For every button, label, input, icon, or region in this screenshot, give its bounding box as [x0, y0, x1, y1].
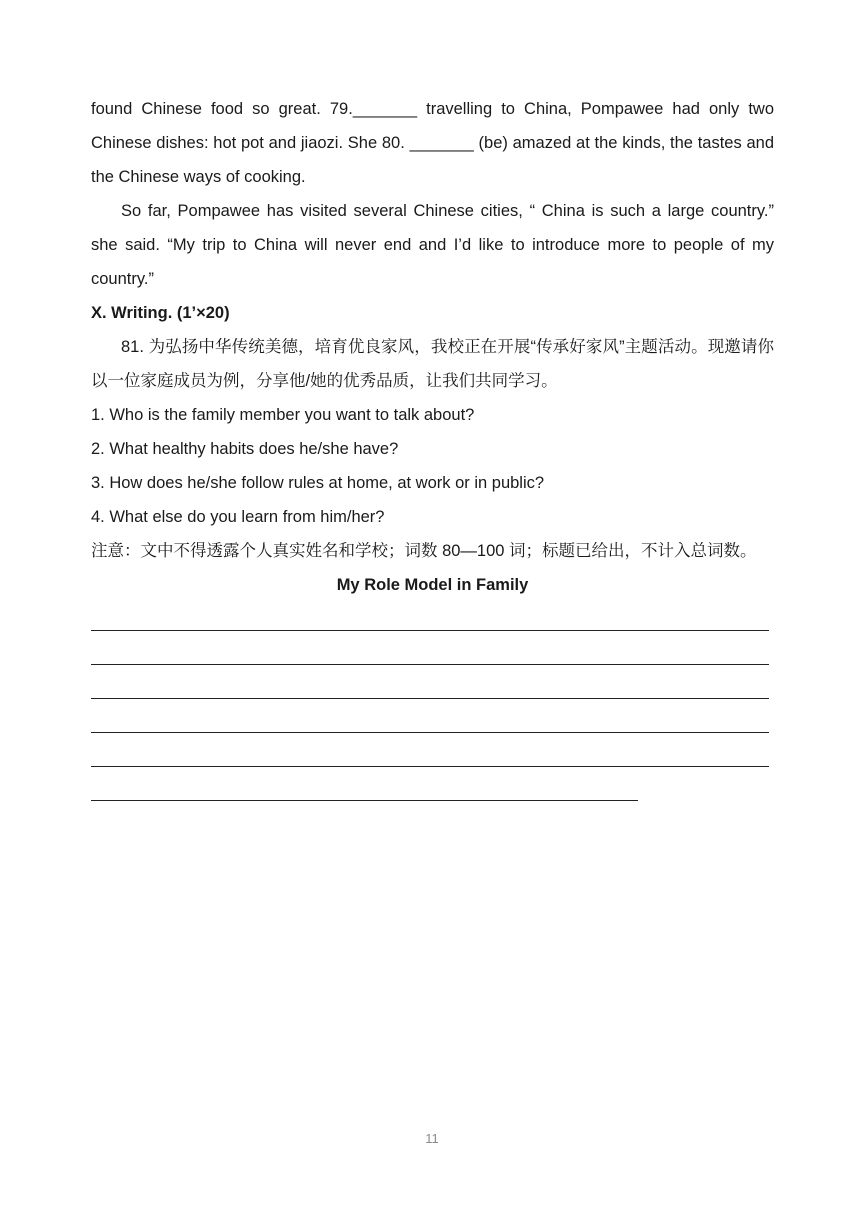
essay-title: My Role Model in Family [336, 576, 529, 594]
page-content [91, 92, 774, 810]
passage-paragraph-1 [91, 92, 774, 194]
passage-paragraph-2: So far, Pompawee has visited several Chinese cities, “ China is such a large country.” she said. “My trip to China will never end and I’d like to introduce more to people of my country.” [91, 202, 774, 288]
question-2: 2. What healthy habits does he/she have? [91, 440, 399, 458]
question-4: 4. What else do you learn from him/her? [91, 508, 385, 526]
blank-80: _______ [409, 134, 474, 152]
question-1: 1. Who is the family member you want to talk about? [91, 406, 475, 424]
answer-line[interactable] [91, 742, 774, 776]
passage-p1-part1: found Chinese food so great. 79. [91, 100, 353, 118]
writing-note: 注意：文中不得透露个人真实姓名和学校；词数 80—100 词；标题已给出，不计入总词数。 [91, 542, 757, 560]
answer-line-last[interactable] [91, 776, 774, 810]
answer-line[interactable] [91, 640, 774, 674]
writing-prompt: 81. 为弘扬中华传统美德，培育优良家风，我校正在开展“传承好家风”主题活动。现邀请你以一位家庭成员为例，分享他/她的优秀品质，让我们共同学习。 [91, 338, 774, 390]
answer-line[interactable] [91, 674, 774, 708]
blank-79: _______ [352, 100, 418, 118]
passage-p1-part2: travelling to China, Pompawee had only two Chinese dishes: hot pot and jiaozi. She 80. [91, 100, 774, 152]
answer-line[interactable] [91, 606, 774, 640]
page-number: 11 [425, 1131, 439, 1146]
answer-line[interactable] [91, 708, 774, 742]
passage-p1-part3: (be) amazed at the kinds, the tastes and the Chinese ways of cooking. [91, 134, 774, 186]
question-3: 3. How does he/she follow rules at home, at work or in public? [91, 474, 545, 492]
answer-lines [91, 606, 774, 810]
section-heading: X. Writing. (1’×20) [91, 304, 230, 322]
